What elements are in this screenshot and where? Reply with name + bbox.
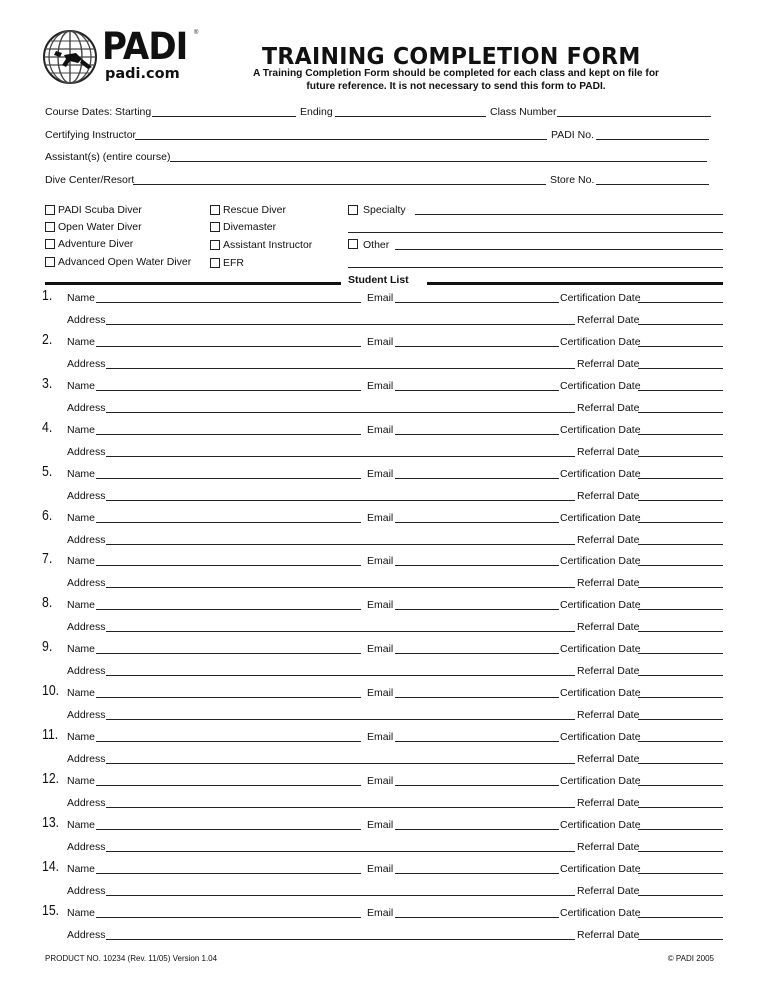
student-cert-date-field[interactable] (638, 785, 723, 786)
student-name-label: Name (67, 863, 96, 875)
course-assistant-instructor-label: Assistant Instructor (223, 239, 313, 251)
course-efr-label: EFR (223, 257, 244, 269)
student-address-label: Address (67, 577, 106, 589)
student-referral-date-field[interactable] (638, 412, 723, 413)
padi-logo (42, 25, 202, 84)
student-name-label: Name (67, 687, 96, 699)
padi-no-label: PADI No. (551, 129, 594, 141)
course-divemaster-label: Divemaster (223, 221, 277, 233)
student-name-field[interactable] (96, 873, 361, 874)
student-referral-date-label: Referral Date (577, 402, 640, 414)
student-number: 14. (42, 858, 60, 875)
checkbox-rescue-diver[interactable] (210, 205, 220, 215)
student-cert-date-label: Certification Date (560, 380, 641, 392)
student-name-field[interactable] (96, 346, 361, 347)
student-email-label: Email (367, 292, 394, 304)
student-address-field[interactable] (106, 324, 575, 325)
student-cert-date-field[interactable] (638, 873, 723, 874)
student-cert-date-label: Certification Date (560, 907, 641, 919)
course-end-date-field[interactable] (335, 116, 486, 117)
student-cert-date-field[interactable] (638, 478, 723, 479)
checkbox-divemaster[interactable] (210, 222, 220, 232)
student-referral-date-label: Referral Date (577, 797, 640, 809)
student-referral-date-field[interactable] (638, 675, 723, 676)
student-name-label: Name (67, 599, 96, 611)
student-cert-date-label: Certification Date (560, 292, 641, 304)
student-email-label: Email (367, 819, 394, 831)
student-referral-date-field[interactable] (638, 544, 723, 545)
student-number: 10. (42, 682, 60, 699)
student-address-field[interactable] (106, 544, 575, 545)
student-email-field[interactable] (395, 697, 559, 698)
store-no-field[interactable] (596, 184, 709, 185)
student-address-field[interactable] (106, 500, 575, 501)
student-referral-date-label: Referral Date (577, 358, 640, 370)
padi-logo-text: PADI (102, 25, 188, 68)
student-email-label: Email (367, 555, 394, 567)
student-address-label: Address (67, 534, 106, 546)
student-address-label: Address (67, 621, 106, 633)
form-title: TRAINING COMPLETION FORM (262, 44, 641, 70)
dive-center-field[interactable] (133, 184, 546, 185)
student-address-label: Address (67, 885, 106, 897)
student-address-label: Address (67, 929, 106, 941)
student-email-field[interactable] (395, 609, 559, 610)
student-email-field[interactable] (395, 478, 559, 479)
student-address-field[interactable] (106, 939, 575, 940)
checkbox-other[interactable] (348, 239, 358, 249)
student-number: 9. (42, 638, 53, 655)
student-cert-date-label: Certification Date (560, 599, 641, 611)
certifying-instructor-field[interactable] (135, 139, 547, 140)
course-adventure-diver-label: Adventure Diver (58, 238, 134, 250)
student-email-label: Email (367, 863, 394, 875)
student-address-label: Address (67, 665, 106, 677)
student-referral-date-field[interactable] (638, 807, 723, 808)
student-referral-date-field[interactable] (638, 851, 723, 852)
student-cert-date-label: Certification Date (560, 687, 641, 699)
student-cert-date-field[interactable] (638, 522, 723, 523)
student-cert-date-field[interactable] (638, 609, 723, 610)
student-address-field[interactable] (106, 763, 575, 764)
student-email-field[interactable] (395, 565, 559, 566)
student-name-label: Name (67, 512, 96, 524)
student-name-field[interactable] (96, 785, 361, 786)
specialty-field[interactable] (415, 214, 723, 215)
student-referral-date-label: Referral Date (577, 885, 640, 897)
student-name-field[interactable] (96, 609, 361, 610)
student-number: 13. (42, 814, 60, 831)
student-email-field[interactable] (395, 390, 559, 391)
student-referral-date-field[interactable] (638, 939, 723, 940)
student-cert-date-field[interactable] (638, 390, 723, 391)
student-email-field[interactable] (395, 785, 559, 786)
student-cert-date-field[interactable] (638, 346, 723, 347)
course-open-water-diver-label: Open Water Diver (58, 221, 142, 233)
student-email-field[interactable] (395, 873, 559, 874)
student-name-field[interactable] (96, 565, 361, 566)
form-subtitle (224, 68, 688, 93)
student-name-label: Name (67, 775, 96, 787)
student-cert-date-label: Certification Date (560, 424, 641, 436)
student-referral-date-field[interactable] (638, 587, 723, 588)
student-cert-date-label: Certification Date (560, 863, 641, 875)
student-name-label: Name (67, 380, 96, 392)
student-cert-date-field[interactable] (638, 434, 723, 435)
student-email-field[interactable] (395, 302, 559, 303)
student-address-label: Address (67, 446, 106, 458)
student-email-label: Email (367, 380, 394, 392)
other-label: Other (363, 239, 390, 251)
class-number-label: Class Number (490, 106, 557, 118)
student-referral-date-label: Referral Date (577, 621, 640, 633)
student-cert-date-field[interactable] (638, 653, 723, 654)
student-address-field[interactable] (106, 851, 575, 852)
student-address-field[interactable] (106, 675, 575, 676)
student-list-rule-left (45, 282, 341, 285)
assistants-field[interactable] (170, 161, 707, 162)
student-name-field[interactable] (96, 697, 361, 698)
student-number: 6. (42, 507, 53, 524)
student-name-label: Name (67, 643, 96, 655)
student-cert-date-label: Certification Date (560, 555, 641, 567)
checkbox-adventure-diver[interactable] (45, 239, 55, 249)
class-number-field[interactable] (557, 116, 711, 117)
student-cert-date-label: Certification Date (560, 731, 641, 743)
course-rescue-diver-label: Rescue Diver (223, 204, 287, 216)
student-name-label: Name (67, 555, 96, 567)
student-email-field[interactable] (395, 829, 559, 830)
student-referral-date-label: Referral Date (577, 534, 640, 546)
student-address-field[interactable] (106, 895, 575, 896)
student-referral-date-label: Referral Date (577, 446, 640, 458)
student-referral-date-label: Referral Date (577, 753, 640, 765)
student-referral-date-field[interactable] (638, 368, 723, 369)
student-referral-date-field[interactable] (638, 895, 723, 896)
student-referral-date-field[interactable] (638, 500, 723, 501)
course-start-date-field[interactable] (152, 116, 296, 117)
student-email-label: Email (367, 424, 394, 436)
student-referral-date-field[interactable] (638, 456, 723, 457)
student-cert-date-field[interactable] (638, 741, 723, 742)
student-email-label: Email (367, 643, 394, 655)
other-field-2[interactable] (348, 267, 723, 268)
product-number: PRODUCT NO. 10234 (Rev. 11/05) Version 1.04 (45, 954, 218, 963)
student-cert-date-label: Certification Date (560, 643, 641, 655)
student-email-label: Email (367, 512, 394, 524)
student-list-title: Student List (348, 274, 409, 286)
student-number: 15. (42, 902, 60, 919)
specialty-label: Specialty (363, 204, 406, 216)
course-dates-label: Course Dates: Starting (45, 106, 152, 118)
student-address-field[interactable] (106, 719, 575, 720)
student-referral-date-field[interactable] (638, 763, 723, 764)
checkbox-open-water-diver[interactable] (45, 222, 55, 232)
student-email-field[interactable] (395, 522, 559, 523)
student-email-label: Email (367, 687, 394, 699)
student-referral-date-label: Referral Date (577, 665, 640, 677)
student-referral-date-field[interactable] (638, 324, 723, 325)
student-address-label: Address (67, 841, 106, 853)
student-email-label: Email (367, 336, 394, 348)
student-name-field[interactable] (96, 741, 361, 742)
student-address-label: Address (67, 402, 106, 414)
student-name-label: Name (67, 819, 96, 831)
student-referral-date-field[interactable] (638, 719, 723, 720)
student-referral-date-label: Referral Date (577, 490, 640, 502)
student-name-field[interactable] (96, 829, 361, 830)
other-field[interactable] (395, 249, 723, 250)
student-name-field[interactable] (96, 390, 361, 391)
course-advanced-open-water-diver-label: Advanced Open Water Diver (58, 256, 192, 268)
student-email-label: Email (367, 775, 394, 787)
student-number: 8. (42, 594, 53, 611)
checkbox-assistant-instructor[interactable] (210, 240, 220, 250)
student-name-field[interactable] (96, 478, 361, 479)
checkbox-efr[interactable] (210, 258, 220, 268)
student-name-label: Name (67, 424, 96, 436)
student-number: 4. (42, 419, 53, 436)
student-email-label: Email (367, 468, 394, 480)
student-address-label: Address (67, 490, 106, 502)
dive-center-label: Dive Center/Resort (45, 174, 135, 186)
student-number: 3. (42, 375, 53, 392)
student-cert-date-label: Certification Date (560, 819, 641, 831)
student-number: 1. (42, 287, 53, 304)
subtitle-line-2: future reference. It is not necessary to send this form to PADI. (306, 80, 606, 92)
student-number: 2. (42, 331, 53, 348)
padi-url: padi.com (105, 66, 180, 82)
registered-mark: ® (194, 30, 199, 36)
specialty-field-2[interactable] (348, 232, 723, 233)
student-email-label: Email (367, 599, 394, 611)
student-address-field[interactable] (106, 368, 575, 369)
student-address-field[interactable] (106, 631, 575, 632)
student-address-label: Address (67, 314, 106, 326)
copyright: © PADI 2005 (667, 954, 714, 963)
student-referral-date-label: Referral Date (577, 314, 640, 326)
student-cert-date-label: Certification Date (560, 336, 641, 348)
student-referral-date-label: Referral Date (577, 709, 640, 721)
student-email-label: Email (367, 731, 394, 743)
checkbox-padi-scuba-diver[interactable] (45, 205, 55, 215)
student-number: 12. (42, 770, 60, 787)
student-cert-date-field[interactable] (638, 829, 723, 830)
student-address-label: Address (67, 709, 106, 721)
student-cert-date-field[interactable] (638, 565, 723, 566)
checkbox-advanced-open-water-diver[interactable] (45, 257, 55, 267)
student-name-field[interactable] (96, 653, 361, 654)
checkbox-specialty[interactable] (348, 205, 358, 215)
subtitle-line-1: A Training Completion Form should be completed for each class and kept on file for (252, 68, 660, 79)
student-number: 11. (42, 726, 59, 743)
student-name-field[interactable] (96, 917, 361, 918)
student-name-field[interactable] (96, 522, 361, 523)
student-cert-date-field[interactable] (638, 697, 723, 698)
student-address-field[interactable] (106, 456, 575, 457)
ending-label: Ending (300, 106, 333, 118)
student-name-label: Name (67, 292, 96, 304)
student-address-label: Address (67, 797, 106, 809)
student-address-field[interactable] (106, 412, 575, 413)
student-address-field[interactable] (106, 587, 575, 588)
student-number: 5. (42, 463, 53, 480)
assistants-label: Assistant(s) (entire course) (45, 151, 171, 163)
student-cert-date-label: Certification Date (560, 468, 641, 480)
certifying-instructor-label: Certifying Instructor (45, 129, 137, 141)
student-name-label: Name (67, 336, 96, 348)
student-email-label: Email (367, 907, 394, 919)
student-email-field[interactable] (395, 741, 559, 742)
student-cert-date-field[interactable] (638, 917, 723, 918)
student-email-field[interactable] (395, 917, 559, 918)
student-name-label: Name (67, 731, 96, 743)
student-email-field[interactable] (395, 346, 559, 347)
student-referral-date-field[interactable] (638, 631, 723, 632)
student-cert-date-label: Certification Date (560, 775, 641, 787)
student-address-label: Address (67, 753, 106, 765)
student-cert-date-field[interactable] (638, 302, 723, 303)
student-email-field[interactable] (395, 653, 559, 654)
student-address-label: Address (67, 358, 106, 370)
student-cert-date-label: Certification Date (560, 512, 641, 524)
padi-no-field[interactable] (596, 139, 709, 140)
student-referral-date-label: Referral Date (577, 577, 640, 589)
student-referral-date-label: Referral Date (577, 841, 640, 853)
globe-diver-icon (42, 29, 98, 85)
course-padi-scuba-diver-label: PADI Scuba Diver (58, 204, 142, 216)
student-list-rule-right (427, 282, 723, 285)
store-no-label: Store No. (550, 174, 595, 186)
student-referral-date-label: Referral Date (577, 929, 640, 941)
student-email-field[interactable] (395, 434, 559, 435)
student-name-label: Name (67, 468, 96, 480)
student-name-label: Name (67, 907, 96, 919)
student-number: 7. (42, 550, 53, 567)
student-address-field[interactable] (106, 807, 575, 808)
student-name-field[interactable] (96, 434, 361, 435)
student-name-field[interactable] (96, 302, 361, 303)
